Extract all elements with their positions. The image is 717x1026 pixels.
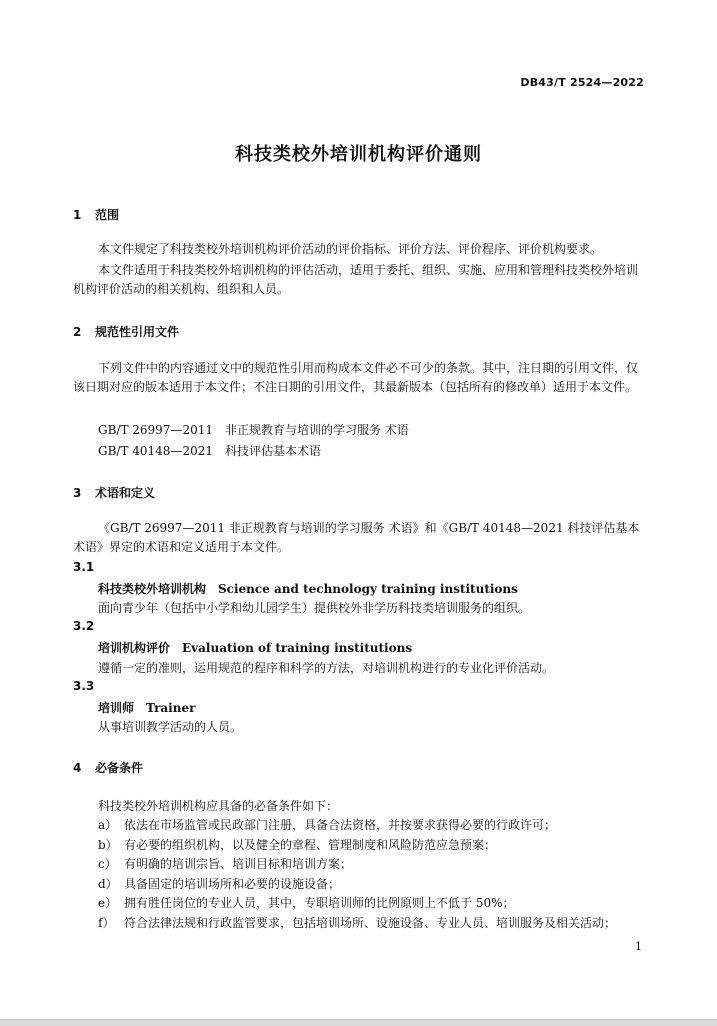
term-en: Science and technology training institutions xyxy=(218,582,518,596)
reference-item: GB/T 40148—2021 科技评估基本术语 xyxy=(98,444,321,458)
term-cn: 培训师 xyxy=(98,701,135,715)
list-item xyxy=(98,855,352,872)
term-cn: 科技类校外培训机构 xyxy=(98,582,207,596)
list-text: 具备固定的培训场所和必要的设施设备； xyxy=(124,877,341,891)
section-number: 3 xyxy=(73,486,82,500)
section-4-heading xyxy=(73,759,143,776)
list-text: 符合法律法规和行政监管要求，包括培训场所、设施设备、专业人员、培训服务及相关活动； xyxy=(124,916,617,930)
term-number: 3.1 xyxy=(73,560,95,574)
section-title: 术语和定义 xyxy=(95,486,156,500)
term-number: 3.3 xyxy=(73,679,95,693)
list-marker: d） xyxy=(98,877,118,891)
list-text: 拥有胜任岗位的专业人员，其中，专职培训师的比例原则上不低于 50%； xyxy=(124,896,515,910)
paragraph: 本文件适用于科技类校外培训机构的评估活动，适用于委托、组织、实施、应用和管理科技类校外培训机构评价活动的相关机构、组织和人员。 xyxy=(73,263,639,296)
section-number: 1 xyxy=(73,208,82,222)
list-marker: c） xyxy=(98,857,117,871)
section-number: 4 xyxy=(73,761,82,775)
term-en: Trainer xyxy=(146,701,196,715)
section-title: 范围 xyxy=(95,208,120,222)
list-marker: a） xyxy=(98,818,118,832)
list-marker: e） xyxy=(98,896,118,910)
list-text: 有明确的培训宗旨、培训目标和培训方案； xyxy=(124,857,353,871)
term-en: Evaluation of training institutions xyxy=(182,641,413,655)
section-3-heading xyxy=(73,484,155,501)
document-title: 科技类校外培训机构评价通则 xyxy=(235,144,482,165)
term-heading xyxy=(98,699,195,716)
standard-code: DB43/T 2524—2022 xyxy=(520,76,644,89)
section-1-heading xyxy=(73,206,119,223)
list-item xyxy=(98,914,616,931)
section-title: 规范性引用文件 xyxy=(95,325,180,339)
paragraph: 下列文件中的内容通过文中的规范性引用而构成本文件必不可少的条款。其中，注日期的引用文件，仅该日期对应的版本适用于本文件；不注日期的引用文件，其最新版本（包括所有的修改单）适用于本文件。 xyxy=(73,361,639,394)
section-title: 必备条件 xyxy=(95,761,144,775)
page-number: 1 xyxy=(635,940,642,953)
paragraph: 《GB/T 26997—2011 非正规教育与培训的学习服务 术语》和《GB/T 40148—2021 科技评估基本术语》界定的术语和定义适用于本文件。 xyxy=(73,521,640,554)
list-marker: b） xyxy=(98,838,118,852)
term-cn: 培训机构评价 xyxy=(98,641,171,655)
list-item xyxy=(98,836,496,853)
term-number: 3.2 xyxy=(73,619,95,633)
paragraph: 科技类校外培训机构应具备的必备条件如下： xyxy=(98,799,339,813)
term-definition: 遵循一定的准则，运用规范的程序和科学的方法，对培训机构进行的专业化评价活动。 xyxy=(98,661,555,675)
paragraph: 本文件规定了科技类校外培训机构评价活动的评价指标、评价方法、评价程序、评价机构要求。 xyxy=(98,242,603,256)
list-text: 依法在市场监管或民政部门注册，具备合法资格，并按要求获得必要的行政许可； xyxy=(124,818,557,832)
term-heading xyxy=(98,580,518,597)
term-heading xyxy=(98,639,412,656)
reference-item: GB/T 26997—2011 非正规教育与培训的学习服务 术语 xyxy=(98,423,409,437)
term-definition: 从事培训教学活动的人员。 xyxy=(98,720,243,734)
list-marker: f） xyxy=(98,916,115,930)
list-item xyxy=(98,816,556,833)
list-item xyxy=(98,894,515,911)
section-number: 2 xyxy=(73,325,82,339)
list-item xyxy=(98,875,340,892)
term-definition: 面向青少年（包括中小学和幼儿园学生）提供校外非学历科技类培训服务的组织。 xyxy=(98,601,531,615)
section-2-heading xyxy=(73,323,179,340)
list-text: 有必要的组织机构，以及健全的章程、管理制度和风险防范应急预案； xyxy=(124,838,497,852)
